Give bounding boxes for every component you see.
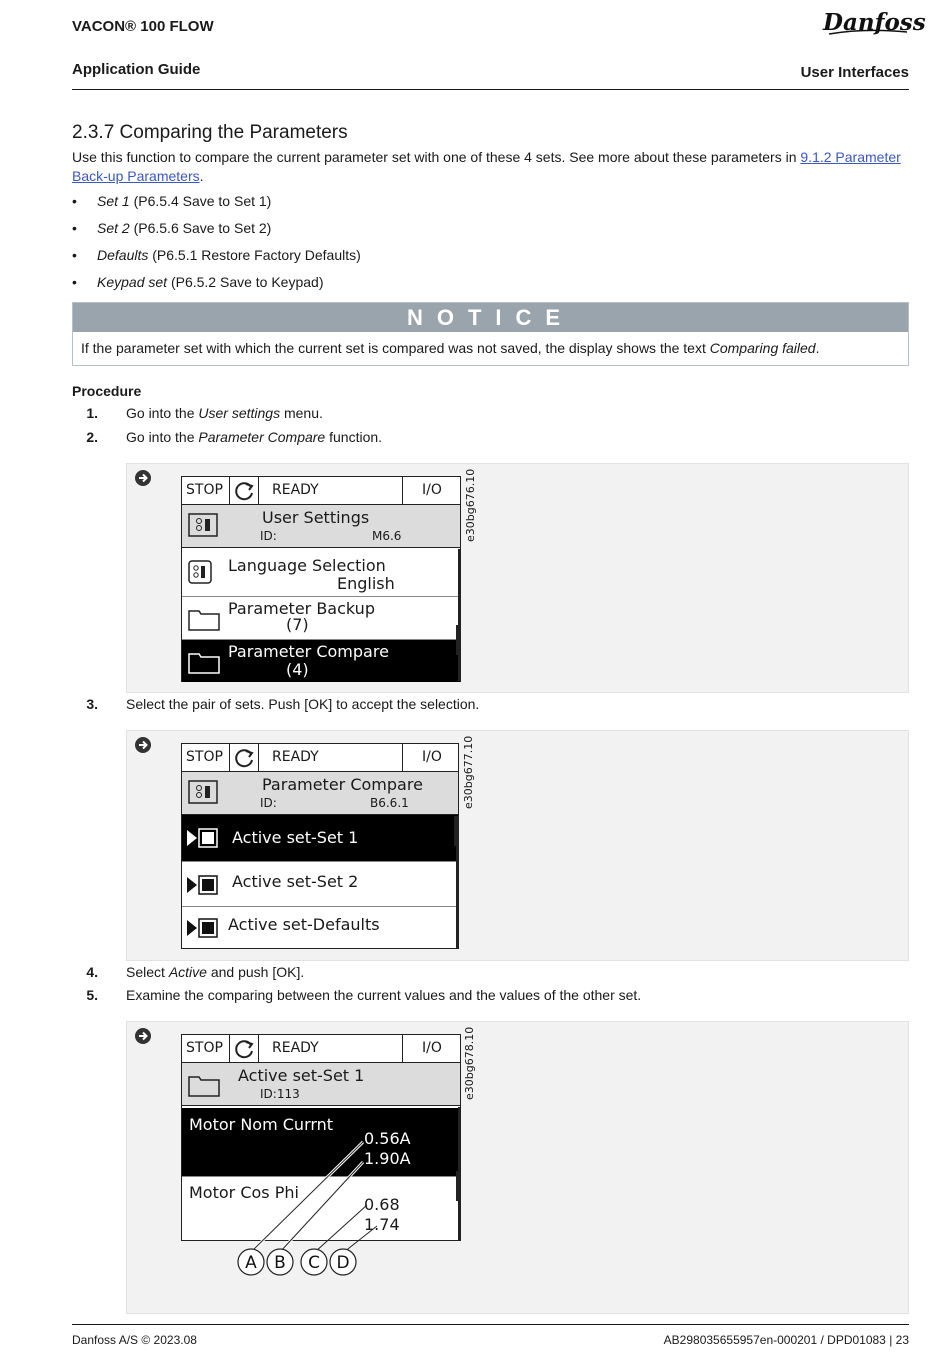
set-name: Defaults [97, 247, 149, 263]
step-text-end: function. [325, 429, 383, 445]
step-text: Examine the comparing between the current values and the values of the other set. [126, 987, 642, 1003]
current-value: 0.68 [364, 1195, 400, 1214]
arrow-circle-icon [134, 1027, 152, 1045]
callout-d: D [336, 1253, 350, 1273]
chapter-name: User Interfaces [800, 64, 909, 81]
header-rule [72, 89, 909, 90]
screen-id-label: ID: [260, 796, 277, 810]
parameter-backup-link[interactable]: 9.1.2 Parameter Back-up Parameters [72, 149, 901, 184]
keypad-screen [181, 743, 459, 949]
step-number: 3. [86, 696, 98, 712]
screen-title: Parameter Compare [262, 775, 423, 794]
compare-value: 1.74 [364, 1215, 400, 1234]
step-text-end: and push [OK]. [206, 964, 305, 980]
keypad-settings-icon [188, 780, 218, 804]
keypad-settings-icon [188, 513, 218, 537]
menu-row-backup[interactable] [182, 597, 460, 640]
set-name: Set 1 [97, 193, 130, 209]
row-label: Language Selection [228, 556, 386, 575]
parameter-set-list [72, 193, 361, 301]
folder-icon [188, 650, 220, 674]
notice-text-em: Comparing failed [709, 340, 816, 356]
procedure-step [72, 987, 642, 1003]
step-number: 2. [86, 429, 98, 445]
screen-title-row [182, 772, 458, 815]
screen-title-row [182, 1063, 460, 1106]
status-bar [182, 1035, 460, 1063]
callout-b: B [274, 1253, 286, 1273]
list-item [72, 193, 361, 220]
scrollbar-thumb[interactable] [454, 816, 458, 846]
play-set-icon [186, 827, 218, 849]
screen-id-label: ID:113 [260, 1087, 300, 1101]
play-set-icon [186, 874, 218, 896]
row-label: Active set-Defaults [228, 915, 380, 934]
danfoss-logo [821, 4, 926, 40]
status-io: I/O [422, 1040, 442, 1056]
row-label: Motor Cos Phi [189, 1183, 299, 1202]
notice-text-main: If the parameter set with which the current set is compared was not saved, the display shows the text [81, 340, 710, 356]
procedure-step [72, 429, 383, 445]
step-text: Go into the [126, 429, 199, 445]
notice-text-end: . [815, 340, 820, 356]
scrollbar-thumb[interactable] [456, 625, 460, 655]
procedure-heading: Procedure [72, 383, 142, 399]
callout-letters [236, 1247, 360, 1277]
step-text: Select [126, 964, 169, 980]
procedure-step [72, 964, 305, 980]
notice-text [73, 332, 908, 364]
document-subtitle: Application Guide [72, 61, 201, 78]
screen-title: User Settings [262, 508, 370, 527]
section-heading: 2.3.7 Comparing the Parameters [72, 122, 348, 143]
set-detail: (P6.5.1 Restore Factory Defaults) [148, 247, 361, 263]
row-label: Active set-Set 2 [232, 872, 359, 891]
status-ready: READY [272, 749, 319, 765]
document-title: VACON® 100 FLOW [72, 18, 214, 35]
list-item [72, 220, 361, 247]
step-em: Active [168, 964, 207, 980]
row-label: Motor Nom Currnt [189, 1115, 334, 1134]
row-value: English [337, 574, 395, 593]
screen-id-value: B6.6.1 [370, 796, 409, 810]
play-set-icon [186, 917, 218, 939]
arrow-circle-icon [134, 736, 152, 754]
status-ready: READY [272, 1040, 319, 1056]
compare-value: 1.90A [364, 1149, 411, 1168]
status-ready: READY [272, 482, 319, 498]
set-detail: (P6.5.4 Save to Set 1) [129, 193, 272, 209]
intro-end: . [199, 168, 204, 184]
menu-row-language[interactable] [182, 550, 460, 597]
step-number: 4. [86, 964, 98, 980]
status-stop: STOP [186, 482, 223, 498]
arrow-circle-icon [134, 469, 152, 487]
figure-parameter-compare [126, 730, 909, 961]
screen-id-value: M6.6 [372, 529, 402, 543]
row-label: Active set-Set 1 [232, 828, 359, 847]
logo-text: Danfoss [823, 9, 926, 36]
status-bar [182, 744, 458, 772]
step-number: 5. [86, 987, 98, 1003]
figure-code: e30bg678.10 [463, 1026, 476, 1100]
set-name: Keypad set [97, 274, 168, 290]
status-stop: STOP [186, 749, 223, 765]
screen-title: Active set-Set 1 [238, 1066, 365, 1085]
figure-code: e30bg676.10 [464, 468, 477, 542]
screen-title-row [182, 505, 460, 548]
row-label: Parameter Backup [228, 599, 375, 618]
notice-box [72, 302, 909, 366]
footer-copyright: Danfoss A/S © 2023.08 [72, 1333, 197, 1347]
step-text: Select the pair of sets. Push [OK] to accept the selection. [126, 696, 480, 712]
folder-icon [188, 607, 220, 631]
step-number: 1. [86, 405, 98, 421]
figure-active-set-compare [126, 1021, 909, 1314]
row-value: (7) [286, 615, 309, 634]
option-row-defaults[interactable] [182, 907, 458, 947]
set-detail: (P6.5.2 Save to Keypad) [167, 274, 324, 290]
menu-row-compare-selected[interactable] [182, 640, 460, 682]
current-value: 0.56A [364, 1129, 411, 1148]
row-label: Parameter Compare [228, 642, 389, 661]
notice-label: NOTICE [73, 303, 908, 332]
footer-doc-id: AB298035655957en-000201 / DPD01083 | 23 [663, 1333, 909, 1347]
set-name: Set 2 [97, 220, 130, 236]
option-row-set2[interactable] [182, 862, 458, 907]
screen-id-label: ID: [260, 529, 277, 543]
status-io: I/O [422, 482, 442, 498]
rotation-icon [233, 1038, 255, 1060]
callout-a: A [245, 1253, 257, 1273]
step-em: User settings [198, 405, 281, 421]
figure-user-settings [126, 463, 909, 693]
folder-icon [188, 1073, 220, 1097]
list-item [72, 274, 361, 301]
procedure-step [72, 696, 480, 712]
footer-rule [72, 1324, 909, 1325]
set-detail: (P6.5.6 Save to Set 2) [129, 220, 272, 236]
intro-paragraph [72, 148, 909, 186]
row-value: (4) [286, 660, 309, 679]
figure-code: e30bg677.10 [462, 735, 475, 809]
step-em: Parameter Compare [198, 429, 326, 445]
settings-icon [188, 560, 212, 584]
scrollbar-track[interactable] [458, 549, 460, 681]
list-item [72, 247, 361, 274]
option-row-set1-selected[interactable] [182, 815, 458, 862]
scrollbar-thumb[interactable] [456, 1171, 460, 1201]
intro-text: Use this function to compare the current parameter set with one of these 4 sets. See more about these parameters in [72, 149, 801, 165]
procedure-step [72, 405, 323, 421]
keypad-screen [181, 476, 461, 682]
status-stop: STOP [186, 1040, 223, 1056]
rotation-icon [233, 747, 255, 769]
step-text: Go into the [126, 405, 199, 421]
status-bar [182, 477, 460, 505]
status-io: I/O [422, 749, 442, 765]
rotation-icon [233, 480, 255, 502]
callout-c: C [308, 1253, 320, 1273]
step-text-end: menu. [280, 405, 323, 421]
